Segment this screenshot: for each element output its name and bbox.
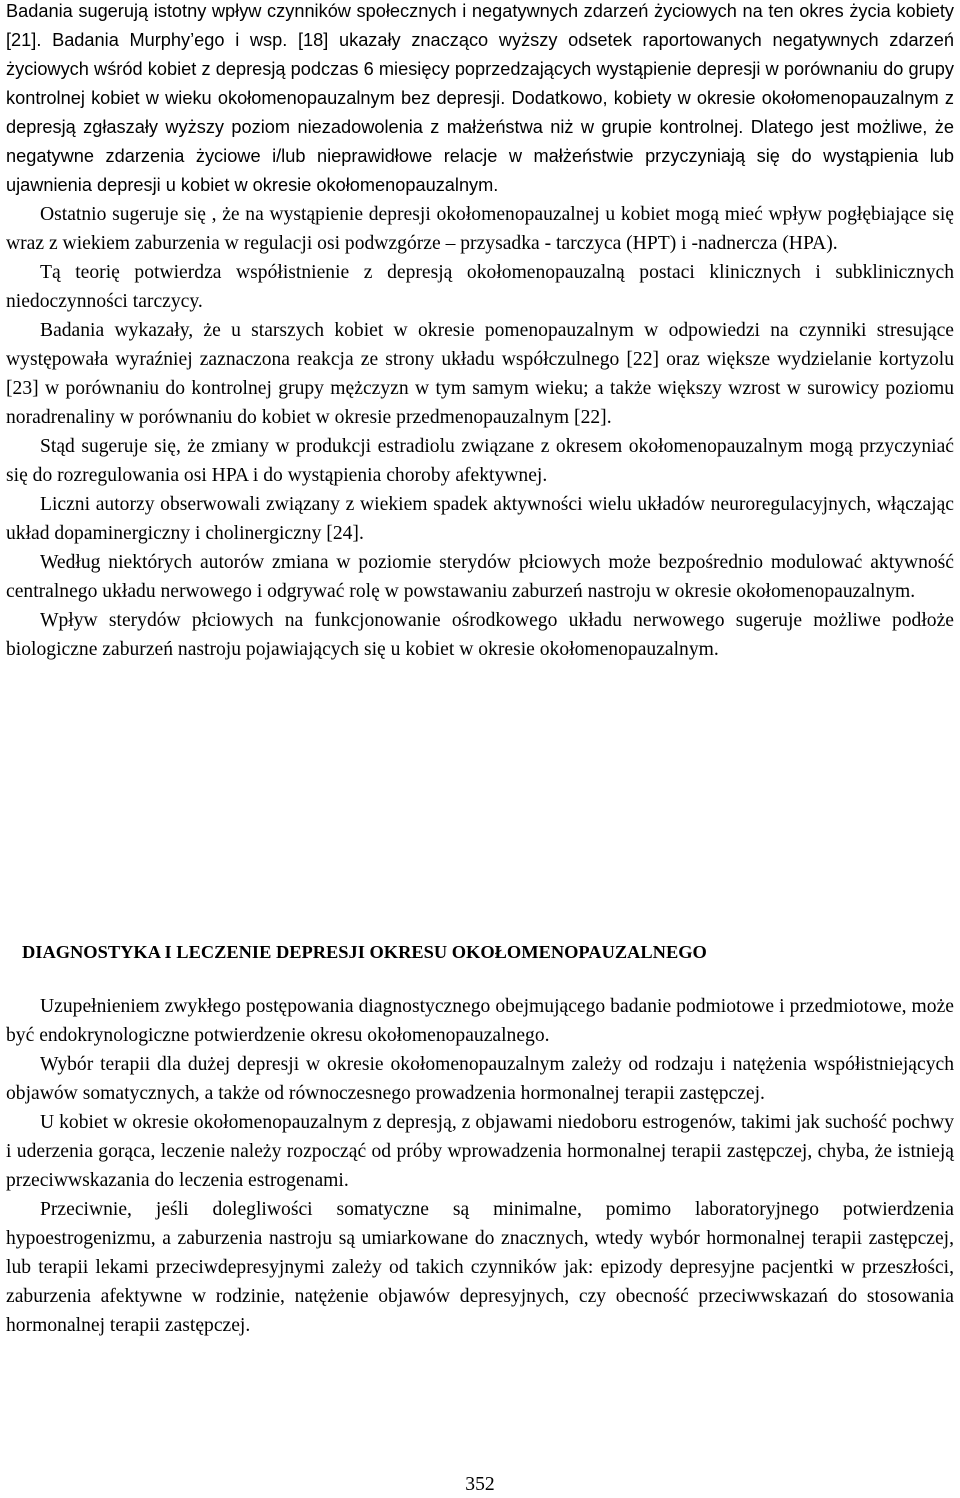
body-text-before-heading — [6, 0, 954, 664]
paragraph: Badania sugerują istotny wpływ czynników społecznych i negatywnych zdarzeń życiowych na ten okres życia kobiety [21]. Badania Murphy’ego i wsp. [18] ukazały znacząco wyższy odsetek raportowanych negatywnych zdarzeń życiowych wśród kobiet z depresją podczas 6 miesięcy poprzedzających wystąpienie depresji w porównaniu do grupy kontrolnej kobiet w wieku okołomenopauzalnym bez depresji. Dodatkowo, kobiety w okresie okołomenopauzalnym z depresją zgłaszały wyższy poziom niezadowolenia z małżeństwa niż w grupie kontrolnej. Dlatego jest możliwe, że negatywne zdarzenia życiowe i/lub nieprawidłowe relacje w małżeństwie przyczyniają się do wystąpienia lub ujawnienia depresji u kobiet w okresie okołomenopauzalnym. — [6, 1, 954, 195]
document-page — [6, 0, 954, 1497]
paragraph: Wybór terapii dla dużej depresji w okresie okołomenopauzalnym zależy od rodzaju i natężenia współistniejących objawów somatycznych, a także od równoczesnego prowadzenia hormonalnej terapii zastępczej. — [6, 1054, 954, 1104]
paragraph: Badania wykazały, że u starszych kobiet w okresie pomenopauzalnym w odpowiedzi na czynniki stresujące występowała wyraźniej zaznaczona reakcja ze strony układu współczulnego [22] oraz większe wydzielanie kortyzolu [23] w porównaniu do kontrolnej grupy mężczyzn w tym samym wieku; a także większy wzrost w surowicy poziomu noradrenaliny w porównaniu do kobiet w okresie przedmenopauzalnym [22]. — [6, 320, 954, 428]
paragraph: Uzupełnieniem zwykłego postępowania diagnostycznego obejmującego badanie podmiotowe i przedmiotowe, może być endokrynologiczne potwierdzenie okresu okołomenopauzalnego. — [6, 996, 954, 1046]
page-number: 352 — [465, 1474, 495, 1495]
paragraph: Przeciwnie, jeśli dolegliwości somatyczne są minimalne, pomimo laboratoryjnego potwierdzenia hypoestrogenizmu, a zaburzenia nastroju są umiarkowane do znacznych, wtedy wybór hormonalnej terapii zastępczej, lub terapii lekami przeciwdepresyjnymi zależy od takich czynników jak: epizody depresyjne pacjentki w przeszłości, zaburzenia afektywne w rodzinie, natężenie objawów depresyjnych, czy obecność przeciwwskazań do stosowania hormonalnej terapii zastępczej. — [6, 1199, 954, 1336]
paragraph: U kobiet w okresie okołomenopauzalnym z depresją, z objawami niedoboru estrogenów, takimi jak suchość pochwy i uderzenia gorąca, leczenie należy rozpocząć od próby wprowadzenia hormonalnej terapii zastępczej, chyba, że istnieją przeciwwskazania do leczenia estrogenami. — [6, 1112, 954, 1191]
paragraph: Według niektórych autorów zmiana w poziomie sterydów płciowych może bezpośrednio modulować aktywność centralnego układu nerwowego i odgrywać rolę w powstawaniu zaburzeń nastroju w okresie okołomenopauzalnym. — [6, 552, 954, 602]
body-text-after-heading — [6, 992, 954, 1340]
paragraph: Ostatnio sugeruje się , że na wystąpienie depresji okołomenopauzalnej u kobiet mogą mieć wpływ pogłębiające się wraz z wiekiem zaburzenia w regulacji osi podwzgórze – przysadka - tarczyca (HPT) i -nadnercza (HPA). — [6, 204, 954, 254]
paragraph: Wpływ sterydów płciowych na funkcjonowanie ośrodkowego układu nerwowego sugeruje możliwe podłoże biologiczne zaburzeń nastroju pojawiających się u kobiet w okresie okołomenopauzalnym. — [6, 610, 954, 660]
paragraph: Tą teorię potwierdza współistnienie z depresją okołomenopauzalną postaci klinicznych i subklinicznych niedoczynności tarczycy. — [6, 262, 954, 312]
paragraph: Liczni autorzy obserwowali związany z wiekiem spadek aktywności wielu układów neuroregulacyjnych, włączając układ dopaminergiczny i cholinergiczny [24]. — [6, 494, 954, 544]
paragraph: Stąd sugeruje się, że zmiany w produkcji estradiolu związane z okresem okołomenopauzalnym mogą przyczyniać się do rozregulowania osi HPA i do wystąpienia choroby afektywnej. — [6, 436, 954, 486]
section-heading: DIAGNOSTYKA I LECZENIE DEPRESJI OKRESU OKOŁOMENOPAUZALNEGO — [22, 942, 707, 962]
